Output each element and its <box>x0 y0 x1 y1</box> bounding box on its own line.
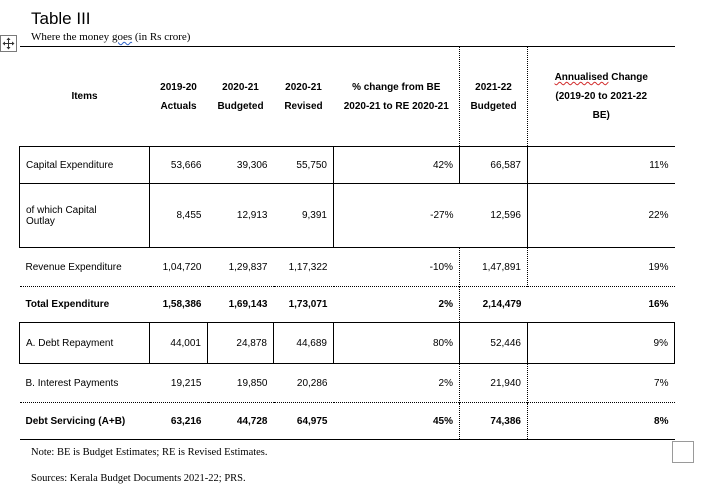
table-row <box>20 147 675 184</box>
cell-budgeted-2020: 12,913 <box>208 184 274 248</box>
cell-budgeted-2021: 12,596 <box>460 184 528 248</box>
table-row <box>20 248 675 287</box>
cell-actuals: 44,001 <box>150 323 208 364</box>
row-item: A. Debt Repayment <box>20 323 150 364</box>
cell-budgeted-2020: 39,306 <box>208 147 274 184</box>
table-row <box>20 287 675 323</box>
cell-annualised: 16% <box>528 287 675 323</box>
cell-annualised: 19% <box>528 248 675 287</box>
cell-actuals: 19,215 <box>170 377 202 389</box>
cell-budgeted-2021: 52,446 <box>460 323 528 364</box>
cell-actuals: 63,216 <box>150 403 208 440</box>
cell-budgeted-2020: 19,850 <box>236 377 268 389</box>
row-item: of which Capital Outlay <box>20 184 150 248</box>
row-item: Capital Expenditure <box>20 147 150 184</box>
table-sources: Sources: Kerala Budget Documents 2021-22; PRS. <box>31 473 246 484</box>
cell-actuals: 53,666 <box>150 147 208 184</box>
cell-pct-change: 2% <box>334 287 460 323</box>
header-actuals: 2019-20 Actuals <box>150 47 208 147</box>
cell-pct-change: -10% <box>429 261 453 273</box>
header-revised: 2020-21 Revised <box>274 47 334 147</box>
cell-pct-change: 45% <box>334 403 460 440</box>
table-note: Note: BE is Budget Estimates; RE is Revised Estimates. <box>31 447 268 458</box>
header-items: Items <box>20 47 150 147</box>
row-item: B. Interest Payments <box>25 377 119 389</box>
checkbox-icon[interactable] <box>672 441 694 463</box>
header-pct-change: % change from BE 2020-21 to RE 2020-21 <box>334 47 460 147</box>
cell-annualised: 8% <box>528 403 675 440</box>
cell-revised: 1,73,071 <box>274 287 334 323</box>
row-item: Revenue Expenditure <box>25 261 122 273</box>
table-row <box>20 403 675 440</box>
row-item: Debt Servicing (A+B) <box>20 403 150 440</box>
move-arrows-icon <box>2 37 15 50</box>
table-row <box>20 323 675 364</box>
subtitle-prefix: Where the money <box>31 31 112 43</box>
cell-revised: 64,975 <box>274 403 334 440</box>
table-row <box>20 184 675 248</box>
cell-budgeted-2020: 1,29,837 <box>228 261 268 273</box>
table-row <box>20 364 675 403</box>
cell-budgeted-2020: 1,69,143 <box>208 287 274 323</box>
table-title: Table III <box>31 9 91 28</box>
cell-annualised: 22% <box>528 184 675 248</box>
cell-actuals: 8,455 <box>150 184 208 248</box>
header-budgeted-2020: 2020-21 Budgeted <box>208 47 274 147</box>
cell-revised: 44,689 <box>274 323 334 364</box>
budget-table <box>19 46 675 440</box>
cell-pct-change: -27% <box>334 184 460 248</box>
cell-revised: 55,750 <box>274 147 334 184</box>
cell-revised: 1,17,322 <box>288 261 328 273</box>
cell-annualised: 7% <box>528 364 675 403</box>
cell-budgeted-2021: 66,587 <box>460 147 528 184</box>
header-annualised-change: Annualised Change (2019-20 to 2021-22 BE) <box>528 47 675 147</box>
header-budgeted-2021: 2021-22 Budgeted <box>460 47 528 147</box>
cell-budgeted-2020: 24,878 <box>208 323 274 364</box>
cell-revised: 9,391 <box>274 184 334 248</box>
subtitle-suffix: (in Rs crore) <box>132 31 191 43</box>
spellcheck-word[interactable]: goes <box>111 31 133 43</box>
table-move-handle[interactable] <box>0 35 17 52</box>
cell-budgeted-2021: 2,14,479 <box>460 287 528 323</box>
header-row <box>20 47 675 147</box>
row-item: Total Expenditure <box>20 287 150 323</box>
cell-budgeted-2020: 44,728 <box>208 403 274 440</box>
cell-revised: 20,286 <box>296 377 328 389</box>
cell-annualised: 9% <box>528 323 675 364</box>
cell-pct-change: 80% <box>334 323 460 364</box>
cell-actuals: 1,04,720 <box>162 261 202 273</box>
cell-actuals: 1,58,386 <box>150 287 208 323</box>
cell-annualised: 11% <box>528 147 675 184</box>
cell-budgeted-2021: 21,940 <box>460 364 528 403</box>
cell-budgeted-2021: 74,386 <box>460 403 528 440</box>
cell-pct-change: 42% <box>334 147 460 184</box>
table-subtitle <box>31 30 190 44</box>
cell-budgeted-2021: 1,47,891 <box>460 248 528 287</box>
cell-pct-change: 2% <box>438 377 453 389</box>
